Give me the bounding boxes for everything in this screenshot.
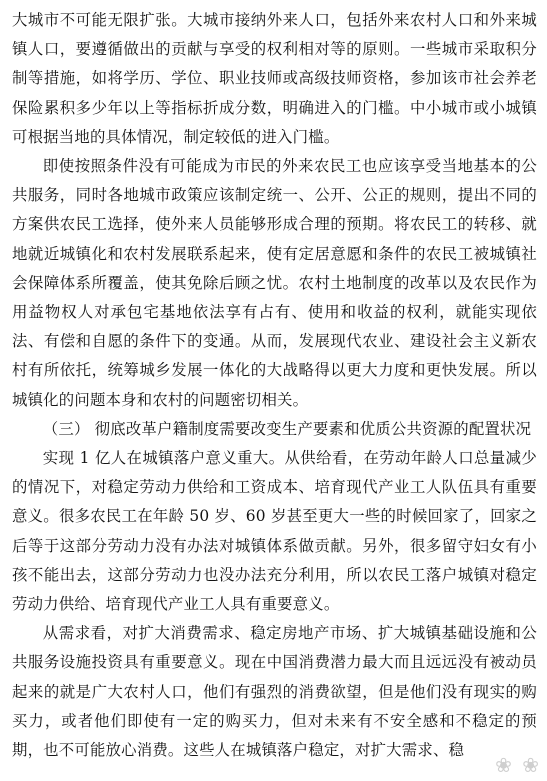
paragraph-4: 从需求看，对扩大消费需求、稳定房地产市场、扩大城镇基础设施和公共服务设施投资具有重要意义。现在中国消费潜力最大而且远远没有被动员起来的就是广大农村人口，他们有强烈的消费欲望，但是他们没有现实的购买力，或者他们即使有一定的购买力，但对未来有不安全感和不稳定的预期，也不可能放心消费。这些人在城镇落户稳定，对扩大需求、稳 — [12, 624, 537, 760]
paragraph-1: 大城市不可能无限扩张。大城市接纳外来人口，包括外来农村人口和外来城镇人口，要遵循做出的贡献与享受的权利相对等的原则。一些城市采取积分制等措施，如将学历、学位、职业技师或高级技师资格，参加该市社会养老保险累积多少年以上等指标折成分数，明确进入的门槛。中小城市或小城镇可根据当地的具体情况，制定较低的进入门槛。 — [12, 11, 537, 146]
paragraph-3: 实现 1 亿人在城镇落户意义重大。从供给看，在劳动年龄人口总量减少的情况下，对稳定劳动力供给和工资成本、培育现代产业工人队伍具有重要意义。很多农民工在年龄 50 岁、60 岁甚至更大一些的时候回家了，回家之后等于这部分劳动力没有办法对城镇体系做贡献。另外，很多留守妇女有小孩不能出去，这部分劳动力也没办法充分利用，所以农民工落户城镇对稳定劳动力供给、培育现代产业工人具有重要意义。 — [12, 449, 537, 614]
paragraph-2: 即使按照条件没有可能成为市民的外来农民工也应该享受当地基本的公共服务，同时各地城市政策应该制定统一、公开、公正的规则，提出不同的方案供农民工选择，使外来人员能够形成合理的预期。将农民工的转移、就地就近城镇化和农村发展联系起来，使有定居意愿和条件的农民工被城镇社会保障体系所覆盖，使其免除后顾之忧。农村土地制度的改革以及农民作为用益物权人对承包宅基地依法享有占有、使用和收益的权利，就能实现依法、有偿和自愿的条件下的变通。从而，发展现代农业、建设社会主义新农村有所依托，统筹城乡发展一体化的大战略得以更大力度和更快发展。所以城镇化的问题本身和农村的问题密切相关。 — [12, 157, 537, 409]
watermark-mark: ❀ ❀ — [495, 753, 541, 777]
section-heading: （三） 彻底改革户籍制度需要改变生产要素和优质公共资源的配置状况 — [42, 419, 532, 438]
